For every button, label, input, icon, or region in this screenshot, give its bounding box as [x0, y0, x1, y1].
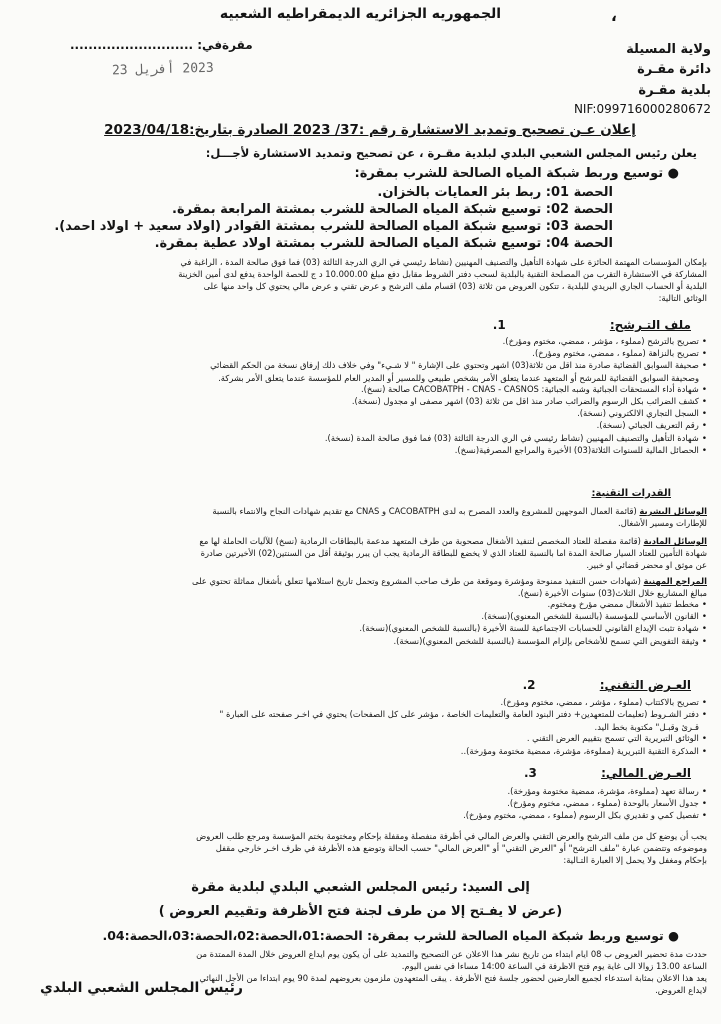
technical-list: [12, 697, 707, 758]
date-stamp: 2023 أفريل 23: [111, 60, 214, 79]
technical-item: • الوثائق التبريرية التي تسمح بتقييم العرض التقني .: [12, 733, 707, 745]
material-line: عن موثق او محضر قضائي او خبير.: [586, 560, 707, 570]
candidacy-item: • السجل التجاري الالكتروني (نسخة).: [12, 408, 707, 420]
eligibility-line: بإمكان المؤسسات المهتمة الحائزة على شهادة التأهيل والتصنيف المهنيين (نشاط رئيسي في الري الدرجة الثالثة (03) فما فوق صالحة المدة ، الراغبة في: [180, 257, 707, 267]
capacity-item: • مخطط تنفيذ الأشغال ممضي مؤرخ ومختوم.: [12, 599, 707, 611]
wilaya: ولاية المسيلة: [626, 42, 711, 57]
packaging-line: وموضوعه وتتضمن عبارة "ملف الترشح" أو "العرض التقني" أو "العرض المالي" حسب الحالة وتوضع هذه الأظرفة في ظرف اخـر خارجي مقفل: [215, 843, 707, 853]
technical-item: • دفتر الشـروط (تعليمات للمتعهدين+ دفتر البنود العامة والتعليمات الخاصة ، مؤشر على كل الصفحات) يحتوي في اخـر صفحته على العبارة ": [12, 709, 707, 721]
eligibility-paragraph: [12, 256, 707, 304]
commune: بلدية مقـرة: [638, 83, 711, 98]
technical-item: • تصريح بالاكتتاب (مملوء ، مؤشر ، ممضي، مختوم ومؤرخ).: [12, 697, 707, 709]
capacities-title: [591, 488, 671, 499]
packaging-line: بإحكام ومغفل ولا يحمل إلا العبارة التـالية:: [563, 855, 707, 865]
financial-list: [12, 786, 707, 823]
references-line: مبالغ المشاريع خلال الثلاث(03) سنوات الأخيرة (نسخ).: [517, 588, 707, 598]
packaging-paragraph: [12, 830, 707, 866]
candidacy-list: [12, 336, 707, 457]
packaging-line: يجب أن يوضع كل من ملف الترشح والعرض التقني والعرض المالي في أظرفة منفصلة ومقفلة بإحكام ومختومة بختم المؤسسة ومرجع طلب العروض: [196, 831, 707, 841]
project-title-text: توسيع وربط شبكة المياه الصالحة للشرب بمقرة:: [354, 166, 664, 181]
addressee: إلى السيد: رئيس المجلس الشعبي البلدي لبلدية مقرة: [191, 880, 530, 895]
signature-title: رئيس المجلس الشعبي البلدي: [40, 980, 243, 996]
candidacy-item: • الحصائل المالية للسنوات الثلاثة(03) الأخيرة والمراجع المصرفية(نسخ).: [12, 445, 707, 457]
section-2-title: العـرض التقني:: [599, 678, 691, 692]
section-3-heading: [524, 766, 691, 780]
deadline-line: حددت مدة تحضير العروض ب 08 ايام ابتداء من تاريخ نشر هذا الاعلان عن التصحيح والتمديد على أن يكون يوم ايداع العروض خلال المدة الممتدة من: [196, 949, 707, 959]
lots-list: [54, 184, 613, 252]
announcement-title: إعلان عـن تصحيح وتمديد الاستشارة رقم :37/ 2023 الصادرة بتاريخ:2023/04/18: [104, 122, 636, 138]
material-line: (قائمة مفصلة للعتاد المخصص لتنفيذ الأشغال مصحوبة من طرف المتعهد مدعمة بالبطاقات الرمادية (نسخ) للآليات الحاملة لها مع: [199, 536, 641, 546]
eligibility-line: البلدية أو الحساب الجاري البريدي للبلدية ، تتكون العروض من ثلاثة (03) اقسام ملف الترشح و عرض تقني و عرض مالي يحتوي كل واحد منها على: [203, 281, 707, 291]
deadline-line: يعد هذا الاعلان بمثابة استدعاء لجميع العارضين لحضور جلسة فتح الأظرفة . يبقى المتعهدون ملزمون بعروضهم لمدة 90 يوم ابتداءا من الأجل النهائي: [199, 973, 707, 983]
section-2-heading: [523, 678, 691, 692]
republic-header: الجمهوريه الجزائريه الديمقراطيه الشعبيه: [219, 6, 502, 22]
financial-item: • تفصيل كمي و تقديري بكل الرسوم (مملوء ، ممضي، مختوم ومؤرخ).: [12, 810, 707, 822]
lot-item: الحصة 02: توسيع شبكة المياه الصالحة للشرب بمشتة المرابعة بمقرة.: [172, 202, 613, 217]
project-title: ● توسيع وربط شبكة المياه الصالحة للشرب بمقرة:: [354, 166, 679, 181]
financial-item: • جدول الأسعار بالوحدة (مملوء ، ممضي، مختوم ومؤرخ).: [12, 798, 707, 810]
nif: NIF:099716000280672: [573, 102, 711, 116]
candidacy-item: • تصريح بالترشح (مملوء ، مؤشر ، ممضي، مختوم ومؤرخ).: [12, 336, 707, 348]
section-3-title: العـرض المالي:: [601, 766, 691, 780]
capacity-item: • القانون الأساسي للمؤسسة (بالنسبة للشخص المعنوي)(نسخة).: [12, 611, 707, 623]
capacities-block: [12, 505, 707, 648]
lot-item: الحصة 04: توسيع شبكة المياه الصالحة للشرب بمشتة اولاد عطية بمقرة.: [154, 236, 613, 251]
capacities-title-text: القدرات التقنية:: [591, 488, 671, 499]
section-2-number: 2.: [522, 678, 536, 692]
eligibility-line: الوثائق التالية:: [658, 293, 707, 303]
section-1-heading: [493, 318, 691, 332]
candidacy-item: • رقم التعريف الجبائي (نسخة).: [12, 420, 707, 432]
project-lots-text: توسيع وربط شبكة المياه الصالحة للشرب بمقرة: الحصة:01،الحصة:02،الحصة:03،الحصة:04.: [102, 928, 664, 943]
candidacy-item: • شهادة التأهيل والتصنيف المهنيين (نشاط رئيسي في الري الدرجة الثالثة (03) فما فوق صالحة المدة (نسخة).: [12, 433, 707, 445]
section-1-number: 1.: [492, 318, 506, 332]
candidacy-item: • صحيفة السوابق القضائية صادرة منذ اقل من ثلاثة(03) اشهر وتحتوي على الإشارة " لا شـيء" وفي خلاف ذلك إرفاق نسخة من الحكم القضائي: [12, 360, 707, 372]
capacity-item: • وثيقة التفويض التي تسمح للأشخاص بإلزام المؤسسة (بالنسبة للشخص المعنوي)(نسخة).: [12, 636, 707, 648]
financial-item: • رسالة تعهد (مملوءة، مؤشرة، ممضية مختومة ومؤرخة).: [12, 786, 707, 798]
material-resources-label: الوسائل المادية: [643, 536, 707, 546]
lot-item: الحصة 01: ربط بئر العمايات بالخزان.: [377, 185, 613, 200]
intro-text: يعلن رئيس المجلس الشعبي البلدي لبلدية مقـرة ، عن تصحيح وتمديد الاستشارة لأجـــل:: [205, 146, 697, 160]
technical-item: • المذكرة التقنية التبريرية (مملوءة، مؤشرة، ممضية مختومة ومؤرخة)..: [12, 746, 707, 758]
envelope-warning: (عرض لا يفـتح إلا من طرف لجنة فتح الأظرفة وتقييم العروض ): [158, 904, 563, 919]
candidacy-item-continued: وصحيفة السوابق القضائية للمرشح أو المتعهد عندما يتعلق الأمر بشخص طبيعي وللمسير أو المدير العام للمؤسسة عندما يتعلق الأمر بشركة.: [218, 372, 699, 383]
capacity-item: • شهادة تثبت الإيداع القانوني للحسابات الاجتماعية للسنة الأخيرة (بالنسبة للشخص المعنوي)(نسخة).: [12, 623, 707, 635]
technical-item-continued: قـرئ وقبـل" مكتوبة بخط اليد.: [594, 722, 699, 733]
human-resources-text-2: للإطارات ومسير الأشغال.: [618, 518, 707, 528]
references-label: المراجع المهنية: [643, 576, 707, 586]
daira: دائرة مقـرة: [637, 62, 711, 77]
human-resources-text: (قائمة العمال الموجهين للمشروع والعدد المصرح به لدى CACOBATPH و CNAS مع تقديم شهادات النجاح والانتماء بالنسبة: [212, 506, 637, 516]
deadline-line: لايداع العروض.: [655, 985, 707, 995]
section-1-title: ملف التـرشح:: [609, 318, 691, 332]
human-resources-label: الوسائل البشرية: [639, 506, 707, 516]
eligibility-line: المشاركة في الاستشارة التقرب من المصلحة التقنية بالبلدية لسحب دفتر الشروط مقابل دفع مبلغ 10.000.00 د ج للحصة الواحدة يدفع لدى أمين الخزينة: [178, 269, 707, 279]
candidacy-item: • شهادة أداء المستحقات الجبائية وشبه الجبائية: CACOBATPH - CNAS - CASNOS صالحة (نسخ).: [12, 384, 707, 396]
material-line: شهادة التأمين للعتاد السيار صالحة المدة اما بالنسبة للعتاد الذي لا يخضع للبطاقة الرمادية يجب ان يبرر بوثيقة أقل من السنتين(02) الأخيرتين صادرة: [200, 548, 707, 558]
candidacy-item: • تصريح بالنزاهة (مملوء ، ممضي، مختوم ومؤرخ).: [12, 348, 707, 360]
location-date-label: مقرةفي: ...........................: [70, 38, 253, 52]
mark: ،: [610, 6, 617, 25]
project-lots-line: ● توسيع وربط شبكة المياه الصالحة للشرب بمقرة: الحصة:01،الحصة:02،الحصة:03،الحصة:04.: [102, 928, 679, 943]
lot-item: الحصة 03: توسيع شبكة المياه الصالحة للشرب بمشتة القوادر (اولاد سعيد + اولاد احمد).: [54, 219, 613, 234]
candidacy-item: • كشف الضرائب بكل الرسوم والضرائب صادر منذ اقل من ثلاثة (03) اشهر مصفى او مجدول (نسخة).: [12, 396, 707, 408]
deadline-line: الساعة 13.00 زوالا الى غاية يوم فتح الاظرفة في الساعة 14:00 مساءا في نفس اليوم.: [401, 961, 707, 971]
references-line: (شهادات حسن التنفيذ ممنوحة ومؤشرة وموقعة من طرف صاحب المشروع وتحمل تاريخ استلامها تتعلق بأشغال مماثلة تحتوي على: [191, 576, 641, 586]
section-3-number: 3.: [523, 766, 537, 780]
